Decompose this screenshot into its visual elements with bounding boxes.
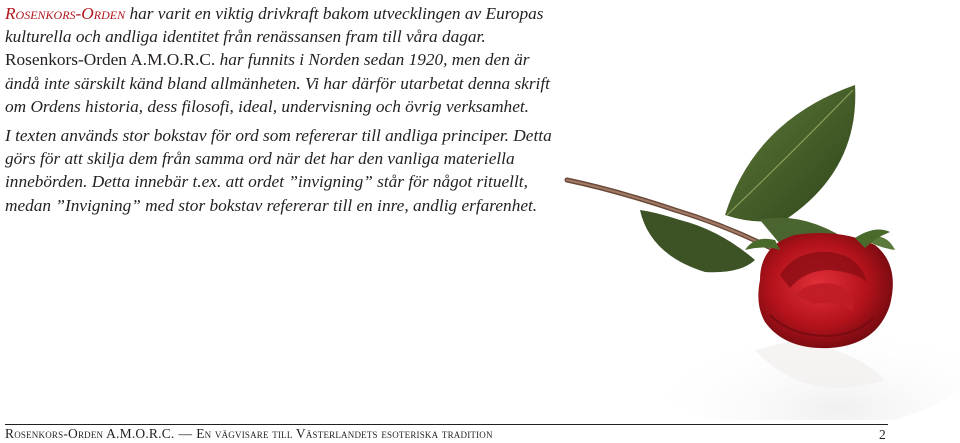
rose-image — [555, 60, 960, 420]
page-footer — [5, 424, 888, 442]
intro-paragraph-1 — [5, 2, 565, 118]
intro-p1-text: har varit en viktig drivkraft bakom utvecklingen av Europas kulturella och andliga identitet från renässansen fram till våra dagar. — [5, 4, 544, 47]
rose-illustration — [555, 60, 960, 420]
footer-dash: — — [178, 426, 193, 441]
page-number: 2 — [879, 427, 886, 442]
org-name-highlight: Rosenkors-Orden — [5, 4, 126, 23]
intro-paragraph-2: I texten används stor bokstav för ord som refererar till andliga principer. Detta görs för att skilja dem från samma ord när det har den vanliga materiella innebörden. Detta innebär t.ex. att ordet ”invigning” står för något rituellt, medan ”Invigning” med stor bokstav refererar till en inre, andlig erfarenhet. — [5, 126, 552, 215]
intro-p1-tail: har funnits i Norden sedan 1920, men den är ändå inte särskilt känd bland allmänheten. Vi har därför utarbetat denna skrift om Ordens historia, dess filosofi, ideal, undervisning och övrig verksamhet. — [5, 50, 550, 116]
intro-text — [5, 2, 565, 217]
footer-title: En vägvisare till Västerlandets esoteriska tradition — [196, 426, 493, 441]
footer-org: Rosenkors-Orden A.M.O.R.C. — [5, 426, 175, 441]
intro-p1-org: Rosenkors-Orden A.M.O.R.C. — [5, 50, 216, 70]
